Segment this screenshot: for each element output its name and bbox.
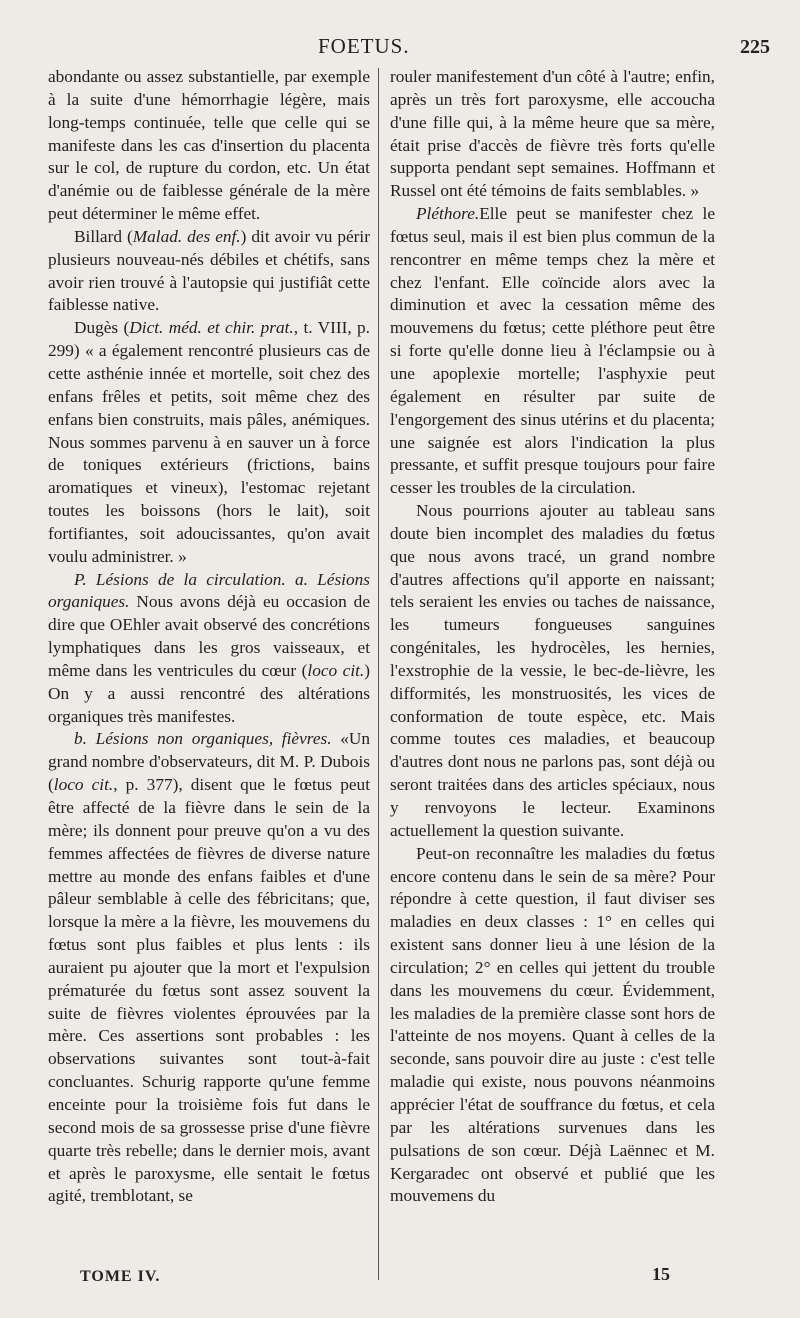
column-divider (378, 68, 379, 1280)
paragraph: Pléthore.Elle peut se manifester chez le fœtus seul, mais il est bien plus commun de la rencontrer en même temps chez la mère et chez l'enfant. Elle coïncide alors avec la diminution et avec la cessation même des mouvemens du fœtus; cette pléthore peut être si forte qu'elle donne lieu à l'éclampsie ou à une apoplexie mortelle; l'asphyxie peut également en résulter par suite de l'engorgement des sinus utérins et du placenta; une saignée est alors l'indication la plus pressante, et suffit presque toujours pour faire cesser les troubles de la circulation. (390, 204, 715, 498)
paragraph: Dugès (Dict. méd. et chir. prat., t. VIII, p. 299) « a également rencontré plusieurs cas de cette asthénie innée et mortelle, soit chez des enfans frêles et petits, soit même chez des enfans bien construits, mais pâles, anémiques. Nous sommes parvenu à en sauver un à force de toniques extérieurs (frictions, bains aromatiques et vineux), l'estomac rejetant toutes les boissons (hors le lait), soit fortifiantes, soit adoucissantes, qu'on avait voulu administrer. » (48, 318, 371, 566)
paragraph: Nous pourrions ajouter au tableau sans doute bien incomplet des maladies du fœtus que nous avons tracé, un grand nombre d'autres affections qu'il apporte en naissant; tels seraient les envies ou taches de naissance, les tumeurs fongueuses sanguines congénitales, les hydrocèles, les hernies, l'exstrophie de la vessie, le bec-de-lièvre, les difformités, les monstruosités, les vices de conformation de toute espèce, etc. Mais comme toutes ces maladies, et beaucoup d'autres dont nous ne parlons pas, sont déjà ou seront traitées dans des articles spéciaux, nous y renvoyons le lecteur. Examinons actuellement la question suivante. (390, 501, 715, 840)
paragraph: Billard (Malad. des enf.) dit avoir vu périr plusieurs nouveau-nés débiles et chétifs, sans avoir rien trouvé à l'autopsie qui justifiât cette faiblesse native. (48, 226, 370, 315)
paragraph: b. Lésions non organiques, fièvres. «Un grand nombre d'observateurs, dit M. P. Dubois (loco cit., p. 377), disent que le fœtus peut être affecté de la fièvre dans le sein de la mère; ils donnent pour preuve qu'on a vu des femmes affectées de fièvres de diverse nature mettre au monde des enfans faibles et d'une pâleur semblable à celle des fébricitans; que, lorsque la mère a la fièvre, les mouvemens du fœtus sont plus faibles et plus lents : ils auraient pu ajouter que la mort et l'expulsion prématurée du fœtus sont assez souvent la suite de fièvres violentes éprouvées par la mère. Ces assertions sont probables : les observations suivantes sont tout-à-fait concluantes. Schurig rapporte qu'une femme enceinte pour la troisième fois fut dans le second mois de sa grossesse prise d'une fièvre quarte très rebelle; dans le dernier mois, avant et après le paroxysme, elle sentait le fœtus agité, tremblotant, se (48, 729, 370, 1206)
paragraph: rouler manifestement d'un côté à l'autre; enfin, après un très fort paroxysme, elle accoucha d'une fille qui, à la même heure que sa mère, était prise d'accès de fièvre très forts qu'elle supporta pendant sept semaines. Hoffmann et Russel ont été témoins de faits semblables. » (390, 67, 715, 201)
page-number: 225 (740, 36, 770, 58)
running-head (0, 34, 800, 66)
left-column (48, 66, 370, 1208)
page-title: FOETUS. (318, 34, 410, 58)
signature-mark: 15 (652, 1264, 670, 1284)
volume-label: TOME IV. (80, 1268, 161, 1285)
paragraph: abondante ou assez substantielle, par exemple à la suite d'une hémorrhagie légère, mais long-temps continuée, telle que celle qui se manifeste dans les cas d'insertion du placenta sur le col, de rupture du cordon, etc. Un état d'anémie ou de faiblesse générale de la mère peut déterminer le même effet. (48, 67, 370, 224)
right-column (390, 66, 715, 1208)
paragraph: Peut-on reconnaître les maladies du fœtus encore contenu dans le sein de sa mère? Pour répondre à cette question, il faut diviser ses maladies en deux classes : 1° en celles qui existent sans donner lieu à une lésion de la circulation; 2° en celles qui jettent du trouble dans les mouvemens du cœur. Évidemment, les maladies de la première classe sont hors de l'atteinte de nos moyens. Quant à celles de la seconde, sans pouvoir dire au juste : c'est telle maladie qui existe, nous pouvons néanmoins apprécier l'état de souffrance du fœtus, et cela par les altérations survenues dans les pulsations de son cœur. Déjà Laënnec et M. Kergaradec ont observé et publié que les mouvemens du (390, 843, 715, 1206)
paragraph: P. Lésions de la circulation. a. Lésions organiques. Nous avons déjà eu occasion de dire que OEhler avait observé des concrétions lymphatiques dans les gros vaisseaux, et même dans les ventricules du cœur (loco cit.) On y a aussi rencontré des altérations organiques très manifestes. (48, 569, 371, 726)
